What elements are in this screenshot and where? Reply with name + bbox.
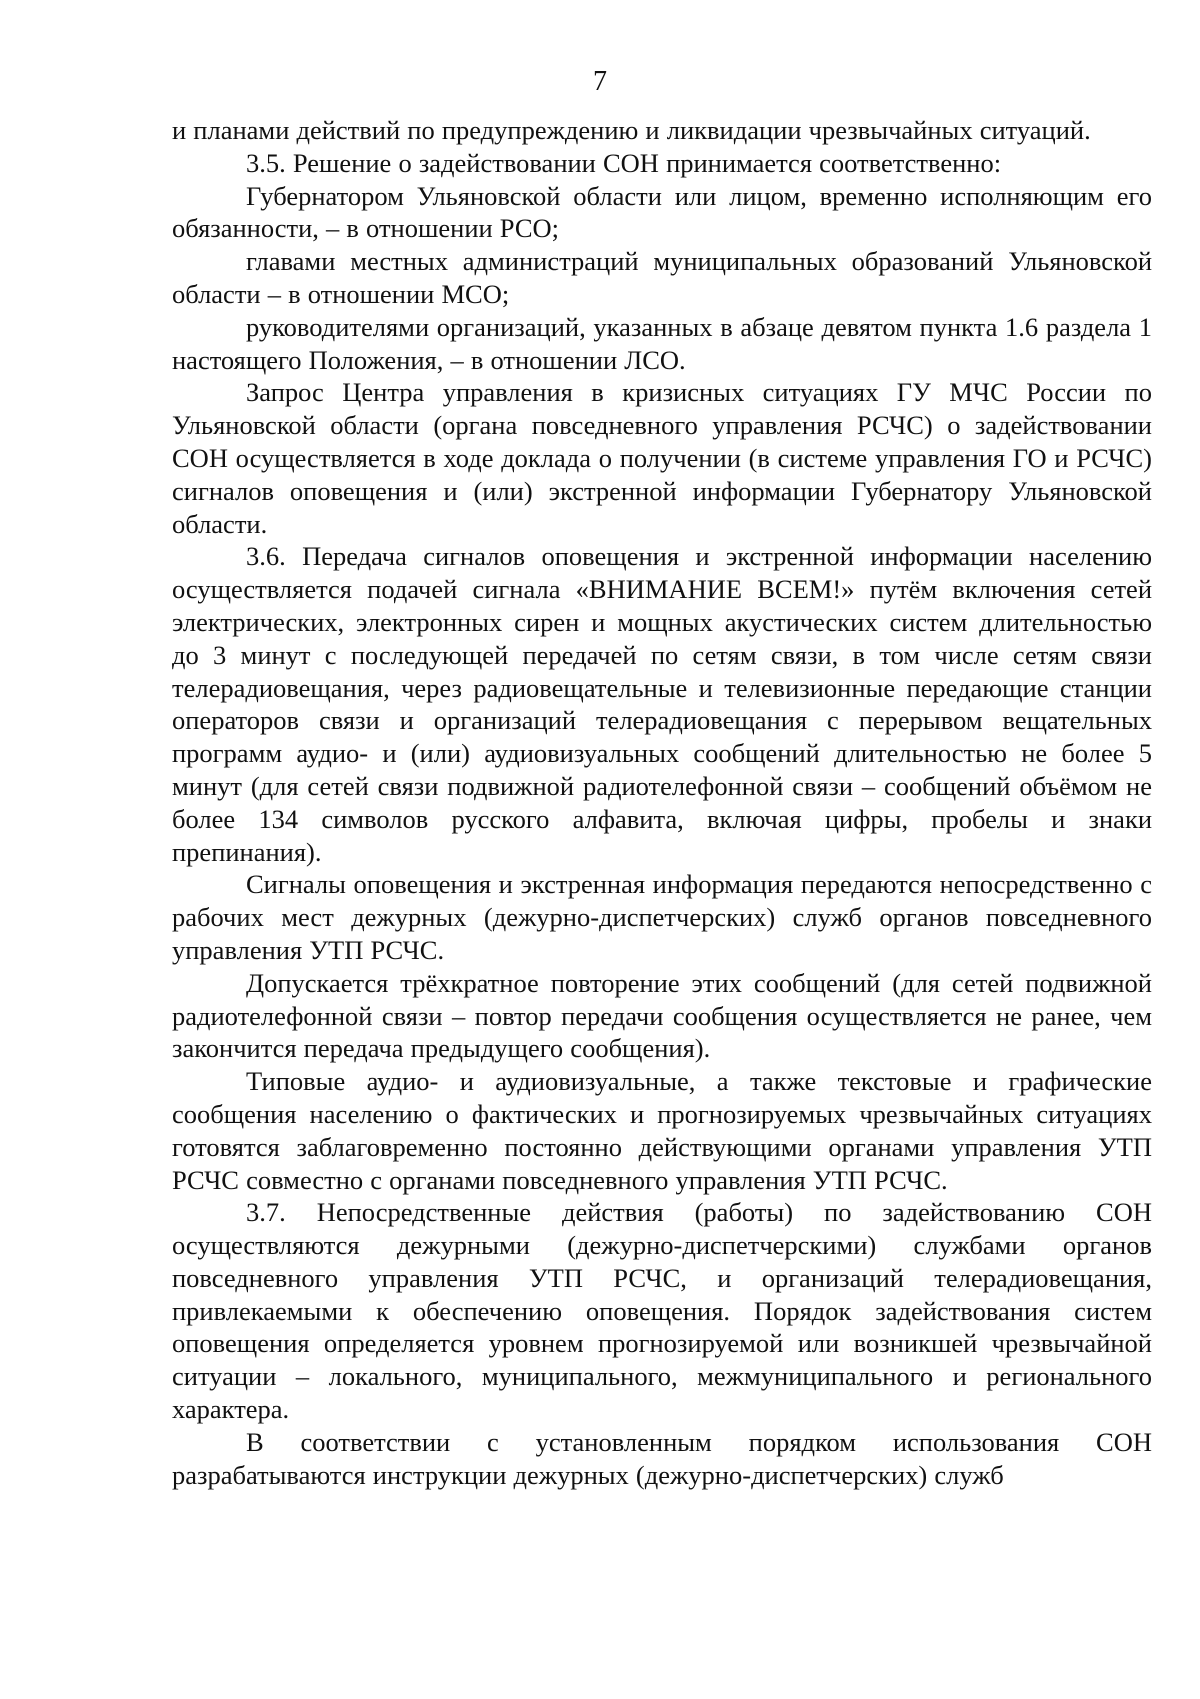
paragraph-9: Допускается трёхкратное повторение этих сообщений (для сетей подвижной радиотелефонной связи – повтор передачи сообщения осуществляется не ранее, чем закончится передача предыдущего сообщения).: [172, 967, 1152, 1064]
document-body: [172, 114, 1152, 1491]
paragraph-10: Типовые аудио- и аудиовизуальные, а также текстовые и графические сообщения населению о фактических и прогнозируемых чрезвычайных ситуациях готовятся заблаговременно постоянно действующими органами управления УТП РСЧС совместно с органами повседневного управления УТП РСЧС.: [172, 1066, 1152, 1195]
paragraph-12: В соответствии с установленным порядком использования СОН разрабатываются инструкции дежурных (дежурно-диспетчерских) служб: [172, 1426, 1152, 1490]
paragraph-8: Сигналы оповещения и экстренная информация передаются непосредственно с рабочих мест дежурных (дежурно-диспетчерских) служб органов повседневного управления УТП РСЧС.: [172, 869, 1152, 965]
paragraph-3: Губернатором Ульяновской области или лицом, временно исполняющим его обязанности, – в отношении РСО;: [172, 180, 1152, 244]
paragraph-7: 3.6. Передача сигналов оповещения и экстренной информации населению осуществляется подачей сигнала «ВНИМАНИЕ ВСЕМ!» путём включения сетей электрических, электронных сирен и мощных акустических систем длительностью до 3 минут с последующей передачей по сетям связи, в том числе сетям связи телерадиовещания, через радиовещательные и телевизионные передающие станции операторов связи и организаций телерадиовещания с перерывом вещательных программ аудио- и (или) аудиовизуальных сообщений длительностью не более 5 минут (для сетей связи подвижной радиотелефонной связи – сообщений объёмом не более 134 символов русского алфавита, включая цифры, пробелы и знаки препинания).: [172, 541, 1152, 867]
paragraph-2: 3.5. Решение о задействовании СОН принимается соответственно:: [246, 147, 1002, 178]
paragraph-4: главами местных администраций муниципальных образований Ульяновской области – в отношении МСО;: [172, 246, 1152, 309]
paragraph-5: руководителями организаций, указанных в абзаце девятом пункта 1.6 раздела 1 настоящего Положения, – в отношении ЛСО.: [172, 311, 1152, 375]
paragraph-11: 3.7. Непосредственные действия (работы) по задействованию СОН осуществляются дежурными (дежурно-диспетчерскими) службами органов повседневного управления УТП РСЧС, и организаций телерадиовещания, привлекаемыми к обеспечению оповещения. Порядок задействования систем оповещения определяется уровнем прогнозируемой или возникшей чрезвычайной ситуации – локального, муниципального, межмуниципального и регионального характера.: [172, 1197, 1152, 1425]
paragraph-1: и планами действий по предупреждению и ликвидации чрезвычайных ситуаций.: [172, 115, 1091, 145]
page-number: 7: [593, 66, 607, 97]
paragraph-6: Запрос Центра управления в кризисных ситуациях ГУ МЧС России по Ульяновской области (органа повседневного управления РСЧС) о задействовании СОН осуществляется в ходе доклада о получении (в системе управления ГО и РСЧС) сигналов оповещения и (или) экстренной информации Губернатору Ульяновской области.: [172, 377, 1152, 539]
